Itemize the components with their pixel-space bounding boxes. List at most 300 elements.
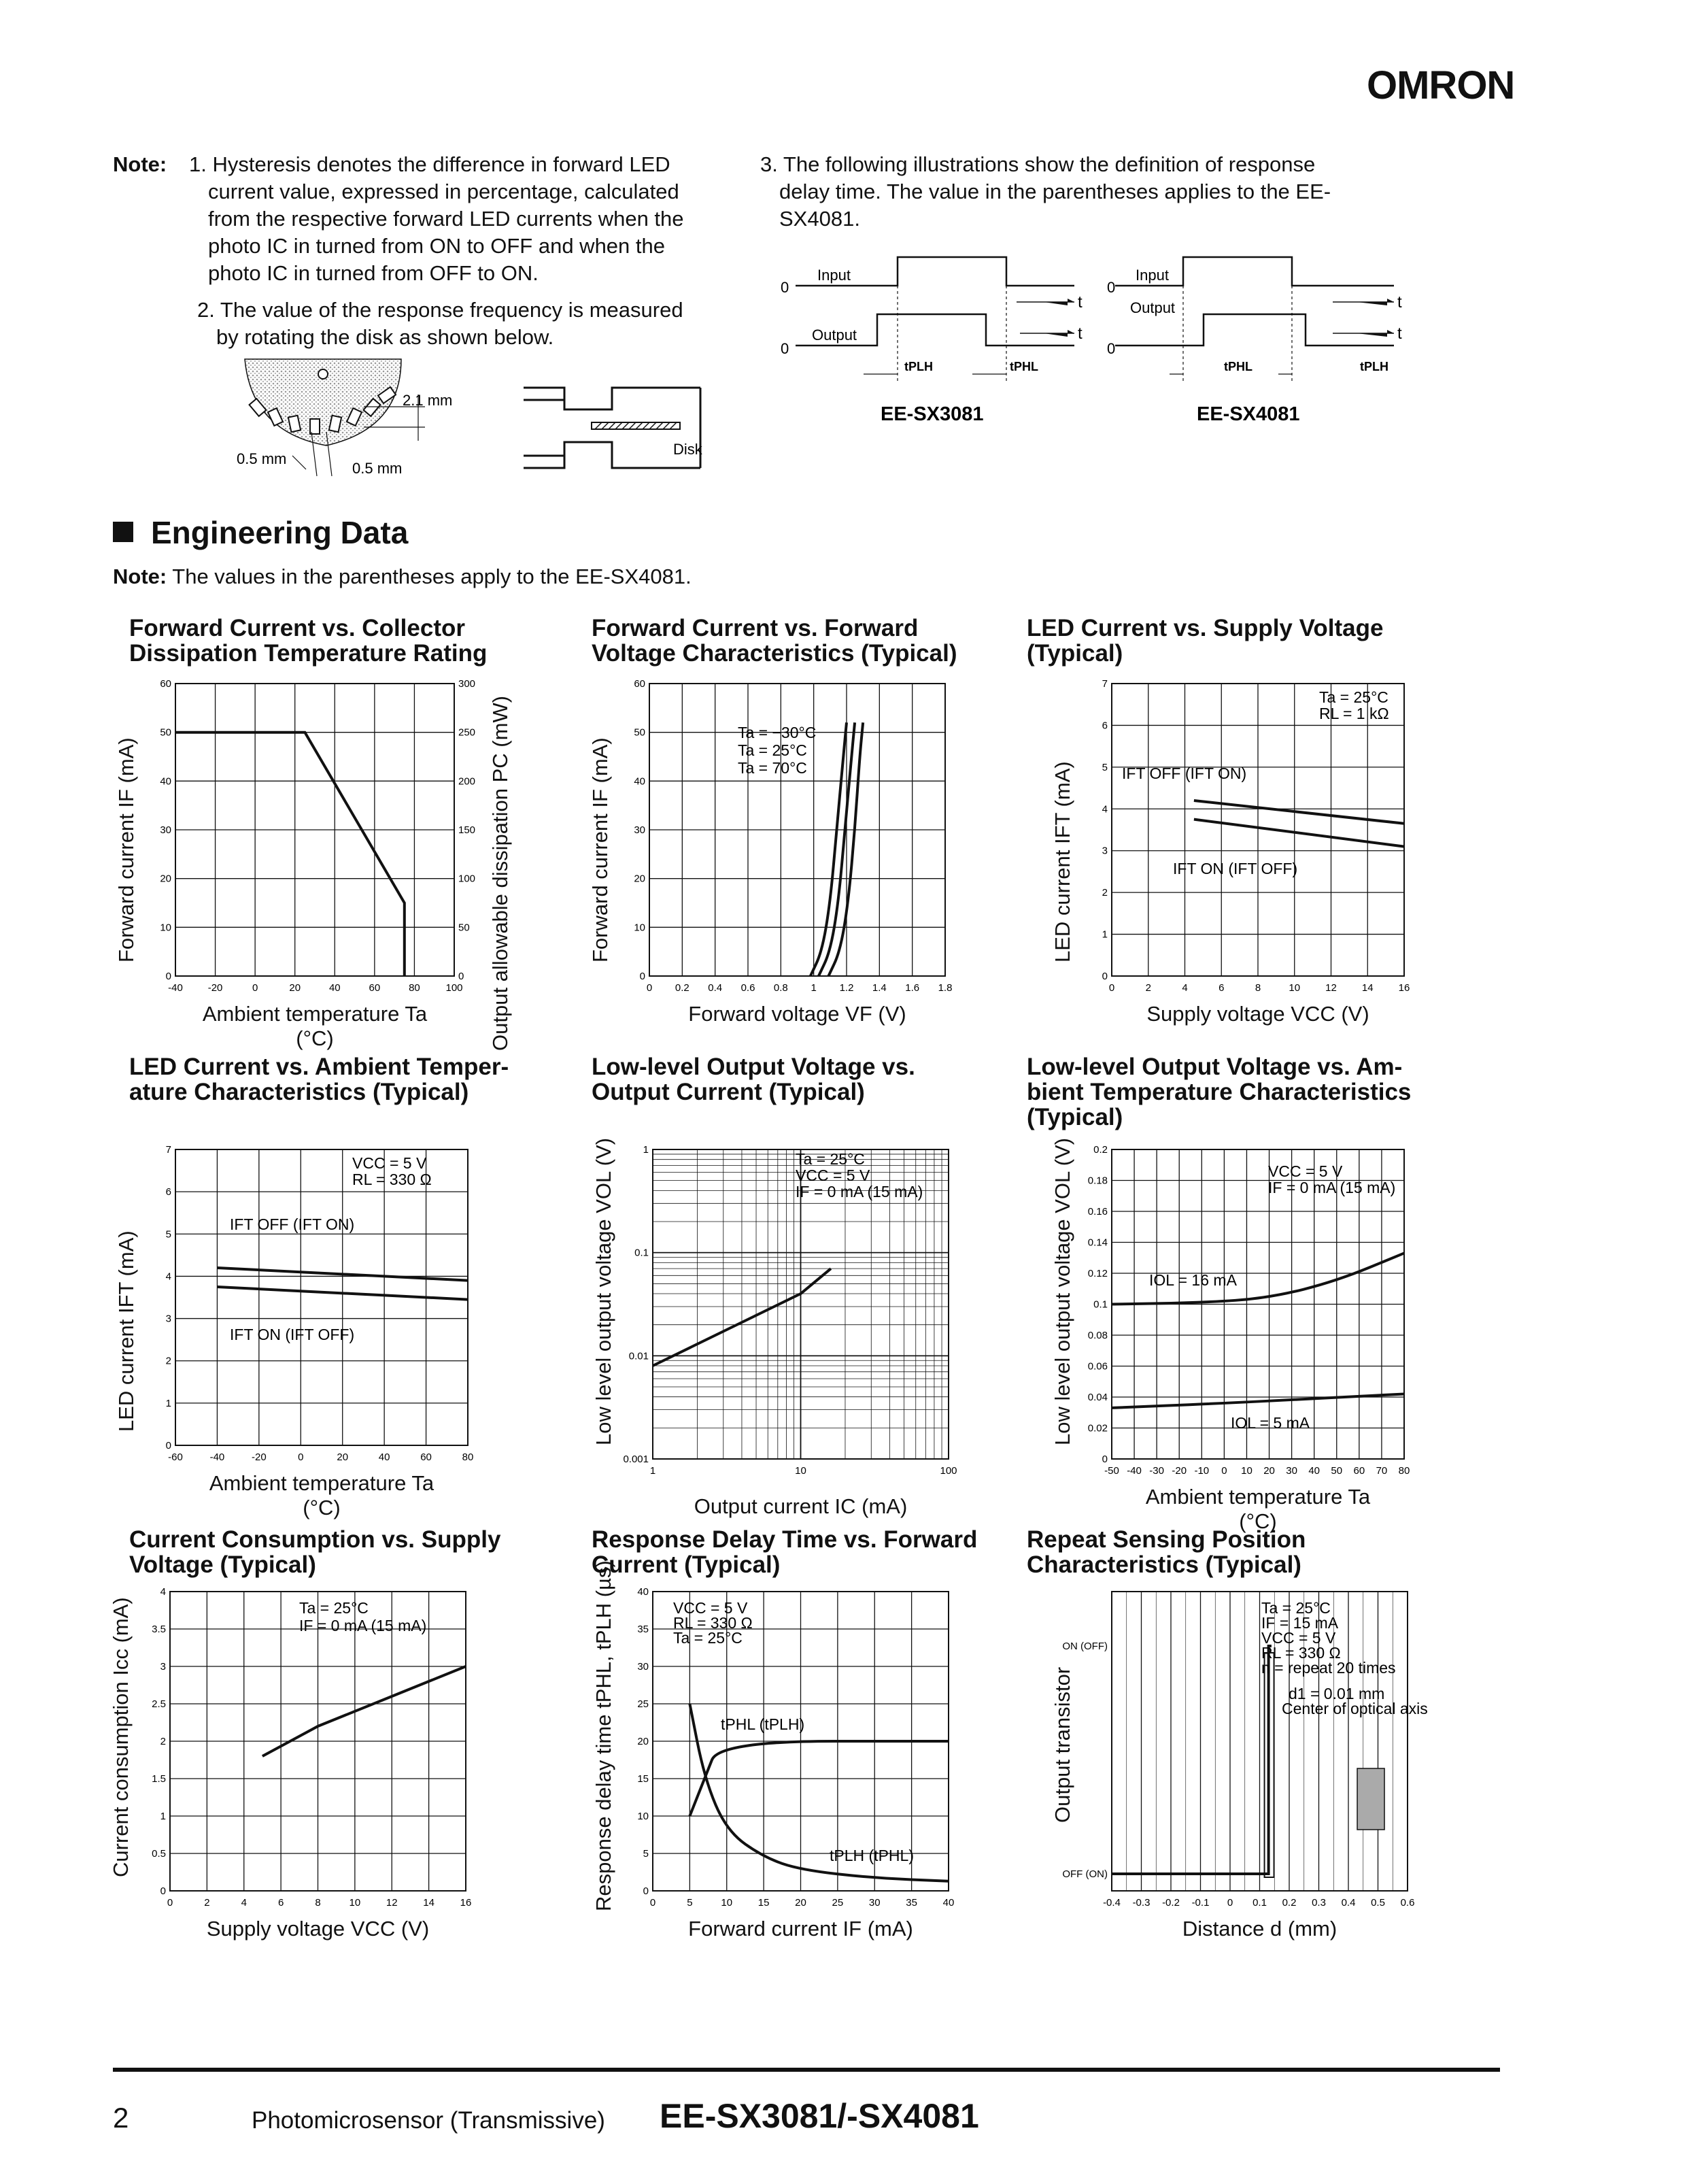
x-axis-label: Forward current IF (mA) xyxy=(688,1917,913,1941)
x-tick-label: 0 xyxy=(1108,982,1115,994)
x-tick-label: 8 xyxy=(315,1897,321,1909)
x-tick-label: -40 xyxy=(168,982,183,994)
graph-title xyxy=(1027,1527,1306,1577)
x-tick-label: -10 xyxy=(1194,1465,1210,1477)
y-tick-label: 0 xyxy=(1102,1454,1108,1465)
chart-annotation: n = repeat 20 times xyxy=(1261,1659,1396,1677)
graph-title-line: Characteristics (Typical) xyxy=(1027,1551,1301,1578)
timing-model-right: EE-SX4081 xyxy=(1197,403,1300,425)
chart-plot xyxy=(623,1136,1003,1486)
footer-model: EE-SX3081/-SX4081 xyxy=(660,2097,979,2135)
x-tick-label: 5 xyxy=(687,1897,693,1909)
graph-title-line: Dissipation Temperature Rating xyxy=(129,640,488,667)
section-note-label: Note: xyxy=(113,565,167,588)
disk-dim-1: 2.1 mm xyxy=(403,392,453,409)
timing-t: t xyxy=(1078,324,1083,343)
y-tick-label: 10 xyxy=(637,1811,649,1822)
y-tick-label: 20 xyxy=(160,873,171,885)
x-tick-label: 15 xyxy=(757,1897,770,1909)
y-tick-label: 0 xyxy=(160,1885,166,1897)
chart-plot xyxy=(148,1136,522,1473)
graph-title-line: Voltage (Typical) xyxy=(129,1551,316,1578)
x-tick-label: -20 xyxy=(1172,1465,1187,1477)
x-tick-label: 10 xyxy=(1241,1465,1253,1477)
graph-title-line: Forward Current vs. Forward xyxy=(592,615,919,641)
x-tick-label: 10 xyxy=(721,1897,733,1909)
y-tick-label: 7 xyxy=(165,1144,171,1156)
x-tick-label: 1.8 xyxy=(938,982,953,994)
note-1-line: photo IC in turned from OFF to ON. xyxy=(208,261,539,285)
x-tick-label: 6 xyxy=(1219,982,1225,994)
timing-tphl: tPHL xyxy=(1010,360,1038,373)
x-tick-label: 10 xyxy=(349,1897,361,1909)
chart-grid xyxy=(170,1592,466,1891)
y-axis-label: LED current IFT (mA) xyxy=(1051,761,1074,962)
y-tick-label: 20 xyxy=(634,873,645,885)
chart-plot xyxy=(626,1578,1003,1918)
note-2-line: by rotating the disk as shown below. xyxy=(216,325,554,349)
x-tick-label: 0.2 xyxy=(1282,1897,1297,1909)
disk-label: Disk xyxy=(673,441,702,458)
graph-title-line: Current Consumption vs. Supply xyxy=(129,1526,501,1553)
x-tick-label: 100 xyxy=(940,1465,957,1477)
y-axis-label: Output transistor xyxy=(1051,1666,1074,1823)
x-tick-label: 0.1 xyxy=(1253,1897,1267,1909)
y-tick-label: 1 xyxy=(1102,928,1108,941)
series-line xyxy=(262,1666,466,1756)
graph-title-line: ature Characteristics (Typical) xyxy=(129,1079,469,1105)
x-tick-label: 40 xyxy=(942,1897,955,1909)
y-tick-label: 0 xyxy=(165,971,171,982)
chart-annotation: RL = 330 Ω xyxy=(352,1171,432,1188)
timing-tphl: tPHL xyxy=(1224,360,1253,373)
x-tick-label: 2 xyxy=(204,1897,210,1909)
disk-dim-3: 0.5 mm xyxy=(352,460,403,477)
chart-plot xyxy=(622,670,1000,1003)
y-tick-label: 2.5 xyxy=(152,1698,166,1710)
chart-annotation: IOL = 16 mA xyxy=(1149,1271,1237,1289)
y-tick-label: 0.1 xyxy=(1093,1298,1108,1311)
x-tick-label: 10 xyxy=(795,1465,806,1477)
x-tick-label: 0 xyxy=(167,1897,173,1909)
y-tick-label: 1 xyxy=(643,1144,649,1156)
y-tick-label: 7 xyxy=(1102,678,1108,690)
x-axis-label: Output current IC (mA) xyxy=(694,1494,908,1518)
x-tick-label: 1.2 xyxy=(839,982,854,994)
y2-tick-label: 300 xyxy=(458,678,476,690)
section-title-text: Engineering Data xyxy=(151,515,409,550)
chart-grid xyxy=(1112,1592,1408,1891)
timing-t: t xyxy=(1078,293,1083,312)
x-tick-label: -50 xyxy=(1104,1465,1119,1477)
x-tick-label: 40 xyxy=(378,1451,390,1463)
timing-model-left: EE-SX3081 xyxy=(881,403,984,425)
y-tick-label: 0 xyxy=(643,1885,649,1897)
y2-tick-label: 50 xyxy=(458,922,470,934)
y2-tick-label: 150 xyxy=(458,824,476,836)
y-tick-label: ON (OFF) xyxy=(1062,1641,1108,1652)
y-tick-label: 30 xyxy=(637,1661,649,1673)
x-tick-label: 20 xyxy=(337,1451,349,1463)
series-line xyxy=(175,733,405,976)
chart-annotation: IF = 0 mA (15 mA) xyxy=(1268,1179,1396,1196)
timing-zero: 0 xyxy=(781,340,789,357)
x-tick-label: 16 xyxy=(460,1897,472,1909)
x-tick-label: 12 xyxy=(1325,982,1337,994)
series-line xyxy=(1194,820,1404,847)
y-tick-label: 2 xyxy=(160,1736,166,1747)
y-tick-label: 6 xyxy=(165,1186,171,1198)
y-tick-label: 40 xyxy=(634,775,645,788)
chart-annotation: Ta = 25°C xyxy=(1261,1599,1331,1617)
x-tick-label: 1 xyxy=(811,982,817,994)
chart-annotation: VCC = 5 V xyxy=(1268,1162,1343,1180)
y-axis-label: Response delay time tPHL, tPLH (µs) xyxy=(592,1560,615,1911)
x-tick-label: 4 xyxy=(241,1897,247,1909)
note-3-line: SX4081. xyxy=(779,207,860,231)
series-line xyxy=(1194,801,1404,824)
x-tick-label: -40 xyxy=(209,1451,225,1463)
y-tick-label: 0.08 xyxy=(1087,1330,1108,1341)
y-tick-label: 1 xyxy=(160,1811,166,1822)
chart-annotation: IF = 0 mA (15 mA) xyxy=(796,1183,923,1200)
y-tick-label: 2 xyxy=(165,1355,171,1367)
graph-title xyxy=(592,616,957,666)
x-tick-label: 80 xyxy=(409,982,420,994)
y-tick-label: 10 xyxy=(634,922,645,934)
x-tick-label: -40 xyxy=(1127,1465,1142,1477)
x-tick-label: 0.8 xyxy=(773,982,788,994)
graph-title-line: LED Current vs. Ambient Temper- xyxy=(129,1054,509,1080)
chart-annotation: IFT ON (IFT OFF) xyxy=(230,1326,355,1343)
timing-zero: 0 xyxy=(1107,340,1116,357)
x-tick-label: 0 xyxy=(649,1897,656,1909)
graph-title xyxy=(1027,616,1383,666)
notes-label xyxy=(113,151,167,178)
x-tick-label: -0.1 xyxy=(1191,1897,1210,1909)
x-tick-label: 30 xyxy=(868,1897,881,1909)
footer-product: Photomicrosensor (Transmissive) xyxy=(252,2107,605,2134)
y-axis-label: LED current IFT (mA) xyxy=(114,1230,138,1432)
chart-annotation: IFT ON (IFT OFF) xyxy=(1173,860,1298,877)
y-tick-label: 5 xyxy=(1102,761,1108,773)
y-tick-label: 0 xyxy=(1102,971,1108,982)
section-note xyxy=(113,563,692,590)
y2-tick-label: 0 xyxy=(458,971,464,982)
note-1 xyxy=(189,151,760,287)
chart-annotation: tPHL (tPLH) xyxy=(721,1715,805,1733)
y-tick-label: 6 xyxy=(1102,720,1108,732)
graph-title-line: Current (Typical) xyxy=(592,1551,781,1578)
y-tick-label: 50 xyxy=(634,726,645,739)
note-2-line: 2. The value of the response frequency is measured xyxy=(197,298,683,322)
chart-annotation: Ta = 25°C xyxy=(299,1599,369,1617)
y-tick-label: 3 xyxy=(160,1661,166,1673)
y-axis-label: Forward current IF (mA) xyxy=(588,737,612,962)
chart-annotation: IFT OFF (IFT ON) xyxy=(230,1215,355,1233)
y-tick-label: 5 xyxy=(643,1848,649,1860)
timing-input-label: Input xyxy=(1136,267,1169,284)
y-tick-label: 20 xyxy=(637,1736,649,1747)
note-3 xyxy=(760,151,1440,233)
graph-title xyxy=(1027,1054,1411,1130)
x-tick-label: 0 xyxy=(252,982,258,994)
section-note-text: The values in the parentheses apply to the EE-SX4081. xyxy=(167,565,692,588)
y-axis-label: Forward current IF (mA) xyxy=(114,737,138,962)
graph-title xyxy=(129,616,487,666)
x-tick-label: 14 xyxy=(1361,982,1374,994)
note-3-line: delay time. The value in the parentheses applies to the EE- xyxy=(779,180,1331,203)
x-tick-label: 40 xyxy=(1308,1465,1320,1477)
x-tick-label: 12 xyxy=(386,1897,398,1909)
graph-title-line: Forward Current vs. Collector xyxy=(129,615,465,641)
section-title xyxy=(113,514,408,551)
x-tick-label: 0.4 xyxy=(708,982,723,994)
graph-title-line: (Typical) xyxy=(1027,1104,1123,1130)
graph-title-line: Repeat Sensing Position xyxy=(1027,1526,1306,1553)
x-tick-label: 20 xyxy=(1263,1465,1275,1477)
x-tick-label: 1.6 xyxy=(905,982,920,994)
x-tick-label: 0 xyxy=(1221,1465,1227,1477)
section-bullet xyxy=(113,522,133,542)
y-tick-label: 1.5 xyxy=(152,1773,166,1785)
x-tick-label: 16 xyxy=(1398,982,1410,994)
chart-annotation: RL = 1 kΩ xyxy=(1319,705,1389,722)
graph-title xyxy=(592,1054,915,1105)
x-tick-label: 60 xyxy=(420,1451,432,1463)
graph-title-line: Low-level Output Voltage vs. Am- xyxy=(1027,1054,1403,1080)
x-tick-label: 25 xyxy=(832,1897,844,1909)
graph-title-line: Voltage Characteristics (Typical) xyxy=(592,640,957,667)
y-tick-label: 4 xyxy=(165,1271,171,1283)
y-tick-label: 0.02 xyxy=(1087,1422,1108,1434)
y2-tick-label: 100 xyxy=(458,873,476,885)
y-tick-label: 0.18 xyxy=(1087,1175,1108,1187)
x-tick-label: 0.6 xyxy=(740,982,755,994)
timing-input-label: Input xyxy=(817,267,851,284)
y-tick-label: 0 xyxy=(639,971,645,982)
timing-diagrams xyxy=(775,245,1428,435)
x-tick-label: 0 xyxy=(1227,1897,1233,1909)
chart-annotation: VCC = 5 V xyxy=(1261,1629,1336,1647)
x-tick-label: 0 xyxy=(646,982,653,994)
x-tick-label: 20 xyxy=(795,1897,806,1909)
chart-plot xyxy=(1085,670,1459,1003)
timing-t: t xyxy=(1397,324,1402,343)
chart-annotation: Ta = 25°C xyxy=(673,1629,743,1647)
y-tick-label: 10 xyxy=(160,922,171,934)
y2-axis-label: Output allowable dissipation PC (mW) xyxy=(488,695,512,1051)
note-3-line: 3. The following illustrations show the definition of response xyxy=(760,152,1316,176)
y-tick-label: 0 xyxy=(165,1440,171,1451)
x-tick-label: 0.4 xyxy=(1341,1897,1356,1909)
x-tick-label: -0.3 xyxy=(1132,1897,1151,1909)
x-tick-label: 0.2 xyxy=(675,982,689,994)
y-tick-label: 0.04 xyxy=(1087,1392,1108,1403)
chart-plot xyxy=(143,1578,520,1918)
chart-annotation: IF = 0 mA (15 mA) xyxy=(299,1617,427,1634)
graph-title-line: Low-level Output Voltage vs. xyxy=(592,1054,915,1080)
y-tick-label: 3.5 xyxy=(152,1624,166,1635)
graph-title xyxy=(129,1054,509,1105)
note-2 xyxy=(197,297,768,351)
x-tick-label: 6 xyxy=(277,1897,284,1909)
x-tick-label: 14 xyxy=(423,1897,434,1909)
x-tick-label: -20 xyxy=(252,1451,267,1463)
chart-annotation: Center of optical axis xyxy=(1282,1700,1428,1717)
slit-plate xyxy=(1357,1768,1384,1830)
y-tick-label: 0.16 xyxy=(1087,1206,1108,1217)
chart-annotation: Ta = 25°C xyxy=(1319,688,1388,706)
y2-tick-label: 200 xyxy=(458,775,476,788)
y2-tick-label: 250 xyxy=(458,726,476,739)
x-tick-label: 70 xyxy=(1376,1465,1388,1477)
timing-zero: 0 xyxy=(781,279,789,296)
y-tick-label: 1 xyxy=(165,1397,171,1409)
graph-title-line: Output Current (Typical) xyxy=(592,1079,865,1105)
y-tick-label: 25 xyxy=(637,1698,649,1710)
x-tick-label: -0.2 xyxy=(1162,1897,1180,1909)
timing-output-label: Output xyxy=(1130,299,1176,316)
note-1-line: photo IC in turned from ON to OFF and when the xyxy=(208,234,665,258)
chart-annotation: Ta = 25°C xyxy=(738,741,807,759)
x-tick-label: 40 xyxy=(328,982,341,994)
timing-zero: 0 xyxy=(1107,279,1116,296)
chart-annotation: Ta = −30°C xyxy=(738,724,817,741)
note-1-line: from the respective forward LED currents when the xyxy=(208,207,684,231)
disk-dim-2: 0.5 mm xyxy=(237,450,287,467)
y-tick-label: 4 xyxy=(160,1586,166,1598)
y-tick-label: 0.5 xyxy=(152,1848,166,1860)
chart-annotation: VCC = 5 V xyxy=(796,1166,870,1184)
timing-output-label: Output xyxy=(812,326,857,343)
chart-annotation: IFT OFF (IFT ON) xyxy=(1122,765,1247,782)
chart-annotation: IF = 15 mA xyxy=(1261,1614,1339,1632)
chart-annotation: RL = 330 Ω xyxy=(1261,1644,1341,1662)
x-axis-label: Ambient temperature Ta (°C) xyxy=(1145,1485,1371,1533)
x-tick-label: 60 xyxy=(1353,1465,1365,1477)
y-tick-label: 0.12 xyxy=(1087,1268,1108,1279)
y-tick-label: 5 xyxy=(165,1228,171,1241)
y-tick-label: 0.001 xyxy=(623,1454,649,1465)
graph-title-line: (Typical) xyxy=(1027,640,1123,667)
disk-diagram xyxy=(231,354,748,490)
x-axis-label: Supply voltage VCC (V) xyxy=(206,1917,430,1941)
timing-t: t xyxy=(1397,293,1402,312)
graph-title-line: LED Current vs. Supply Voltage xyxy=(1027,615,1384,641)
chart-grid xyxy=(1112,684,1404,976)
y-tick-label: 50 xyxy=(160,726,171,739)
x-tick-label: 1 xyxy=(649,1465,656,1477)
chart-annotation: RL = 330 Ω xyxy=(673,1614,753,1632)
graph-title-line: Response Delay Time vs. Forward xyxy=(592,1526,978,1553)
x-tick-label: 8 xyxy=(1255,982,1261,994)
x-tick-label: -30 xyxy=(1149,1465,1164,1477)
y-tick-label: 0.06 xyxy=(1087,1360,1108,1373)
x-axis-label: Supply voltage VCC (V) xyxy=(1146,1002,1369,1026)
y-tick-label: 4 xyxy=(1102,803,1108,816)
x-axis-label: Ambient temperature Ta (°C) xyxy=(202,1002,428,1050)
x-tick-label: 80 xyxy=(1398,1465,1410,1477)
note-label: Note: xyxy=(113,152,167,176)
graph-title xyxy=(129,1527,500,1577)
y-tick-label: 30 xyxy=(160,824,171,836)
x-tick-label: 2 xyxy=(1145,982,1151,994)
chart-annotation: Ta = 70°C xyxy=(738,759,807,777)
y-tick-label: 0.1 xyxy=(634,1247,649,1259)
y-tick-label: 60 xyxy=(634,678,645,690)
series-line xyxy=(1112,1646,1272,1874)
y-tick-label: 0.14 xyxy=(1087,1237,1108,1249)
brand-logo: OMRON xyxy=(1367,63,1515,107)
x-tick-label: 80 xyxy=(462,1451,474,1463)
y-tick-label: 15 xyxy=(637,1773,649,1785)
y-tick-label: 2 xyxy=(1102,887,1108,899)
x-tick-label: 35 xyxy=(906,1897,917,1909)
x-tick-label: 4 xyxy=(1182,982,1188,994)
timing-tplh: tPLH xyxy=(1360,360,1388,373)
graph-title xyxy=(592,1527,977,1577)
chart-annotation: d1 = 0.01 mm xyxy=(1289,1685,1385,1702)
x-tick-label: 100 xyxy=(445,982,463,994)
y-tick-label: 40 xyxy=(160,775,171,788)
x-axis-label: Forward voltage VF (V) xyxy=(688,1002,906,1026)
series-line xyxy=(1112,1394,1404,1407)
x-tick-label: 0.3 xyxy=(1312,1897,1326,1909)
note-1-line: current value, expressed in percentage, calculated xyxy=(208,180,679,203)
y-tick-label: 0.01 xyxy=(628,1350,649,1362)
page-number: 2 xyxy=(113,2102,129,2134)
y-axis-label: Current consumption Icc (mA) xyxy=(109,1597,133,1877)
x-tick-label: 1.4 xyxy=(872,982,887,994)
chart-annotation: VCC = 5 V xyxy=(352,1154,427,1172)
chart-plot xyxy=(148,670,509,1003)
chart-annotation: VCC = 5 V xyxy=(673,1599,748,1617)
x-tick-label: 10 xyxy=(1289,982,1301,994)
x-tick-label: -60 xyxy=(168,1451,183,1463)
x-tick-label: -20 xyxy=(207,982,223,994)
note-1-line: 1. Hysteresis denotes the difference in forward LED xyxy=(189,152,670,176)
x-tick-label: 30 xyxy=(1286,1465,1297,1477)
y-tick-label: 35 xyxy=(637,1624,649,1635)
y-tick-label: 3 xyxy=(165,1313,171,1325)
graph-title-line: bient Temperature Characteristics xyxy=(1027,1079,1412,1105)
y-tick-label: 60 xyxy=(160,678,171,690)
y-tick-label: 0.2 xyxy=(1093,1144,1108,1156)
y-axis-label: Low level output voltage VOL (V) xyxy=(592,1137,615,1445)
x-tick-label: 0.6 xyxy=(1400,1897,1415,1909)
footer-rule xyxy=(113,2068,1500,2072)
y-tick-label: 40 xyxy=(637,1586,649,1598)
y-tick-label: 30 xyxy=(634,824,645,836)
chart-annotation: Ta = 25°C xyxy=(796,1150,865,1168)
chart-grid xyxy=(175,684,454,976)
chart-annotation: tPLH (tPHL) xyxy=(830,1847,914,1864)
x-axis-label: Distance d (mm) xyxy=(1182,1917,1337,1941)
y-tick-label: OFF (ON) xyxy=(1062,1868,1108,1880)
y-axis-label: Low level output voltage VOL (V) xyxy=(1051,1137,1074,1445)
chart-plot xyxy=(1085,1136,1459,1486)
x-axis-label: Ambient temperature Ta (°C) xyxy=(209,1471,434,1519)
x-tick-label: 50 xyxy=(1331,1465,1343,1477)
x-tick-label: 20 xyxy=(289,982,301,994)
x-tick-label: 0.5 xyxy=(1371,1897,1385,1909)
x-tick-label: 0 xyxy=(298,1451,304,1463)
x-tick-label: 60 xyxy=(369,982,381,994)
timing-tplh: tPLH xyxy=(904,360,933,373)
x-tick-label: -0.4 xyxy=(1103,1897,1121,1909)
chart-annotation: IOL = 5 mA xyxy=(1231,1414,1310,1432)
